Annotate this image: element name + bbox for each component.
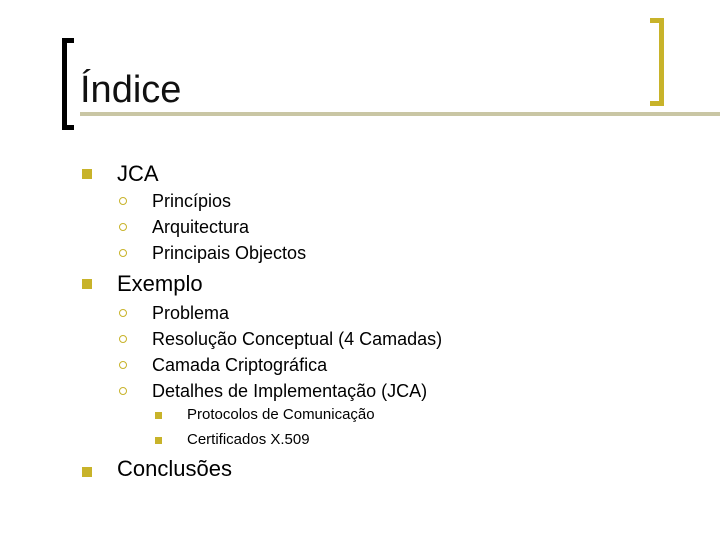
list-item: Camada Criptográfica: [152, 355, 328, 375]
list-item: Princípios: [152, 191, 232, 211]
bullet-circle-icon: [119, 249, 127, 257]
list-item: Resolução Conceptual (4 Camadas): [152, 329, 443, 349]
section-exemplo: Exemplo: [117, 271, 203, 296]
list-subitem: Protocolos de Comunicação: [187, 406, 375, 423]
bullet-circle-icon: [119, 361, 127, 369]
bullet-circle-icon: [119, 223, 127, 231]
bullet-circle-icon: [119, 335, 127, 343]
bullet-square-small-icon: [155, 437, 162, 444]
list-item: Arquitectura: [152, 217, 250, 237]
bullet-circle-icon: [119, 387, 127, 395]
section-jca: JCA: [117, 161, 159, 186]
left-bracket-decoration: [62, 38, 74, 130]
list-subitem: Certificados X.509: [187, 431, 310, 448]
section-conclusoes: Conclusões: [117, 456, 232, 481]
bullet-square-icon: [82, 169, 92, 179]
list-item: Detalhes de Implementação (JCA): [152, 381, 428, 401]
right-bracket-decoration: [650, 18, 664, 106]
bullet-circle-icon: [119, 197, 127, 205]
title-underline: [80, 112, 720, 116]
bullet-square-icon: [82, 279, 92, 289]
bullet-square-icon: [82, 467, 92, 477]
slide-title: Índice: [80, 69, 182, 111]
list-item: Principais Objectos: [152, 243, 307, 263]
bullet-circle-icon: [119, 309, 127, 317]
list-item: Problema: [152, 303, 230, 323]
bullet-square-small-icon: [155, 412, 162, 419]
